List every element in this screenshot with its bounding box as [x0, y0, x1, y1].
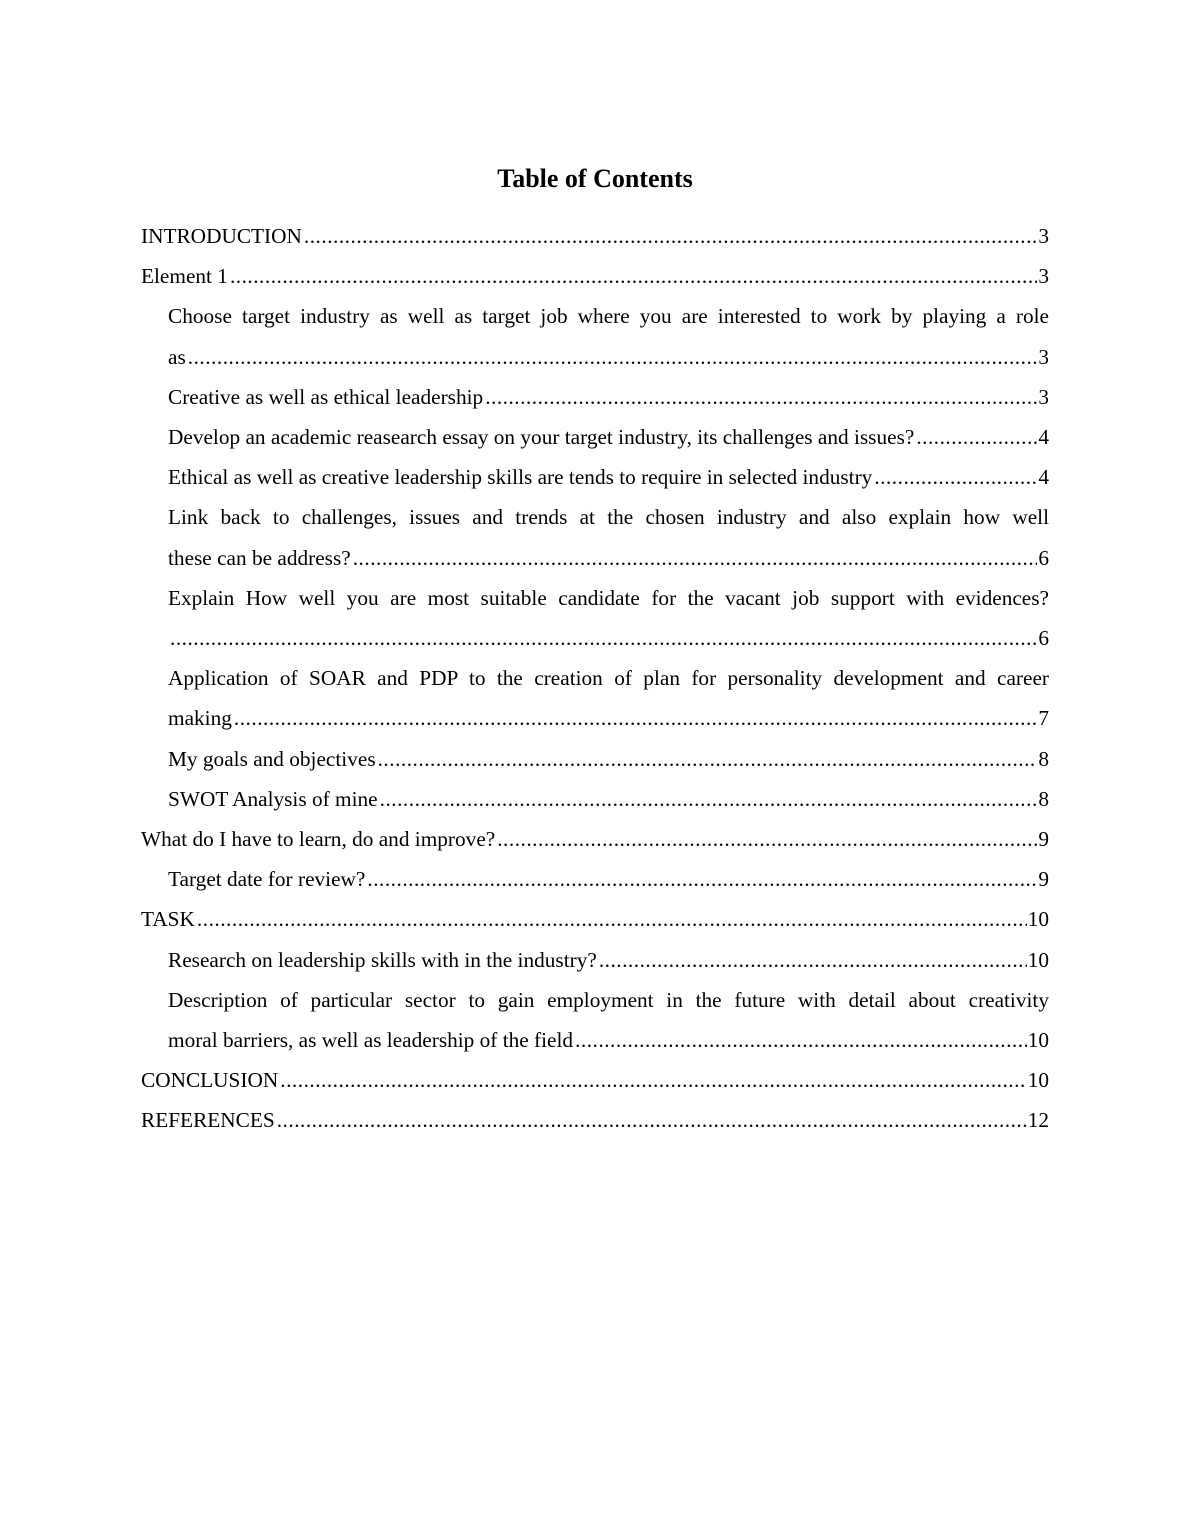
toc-entry-research-leadership-skills[interactable] — [141, 940, 1049, 980]
toc-entry-label: REFERENCES — [141, 1108, 275, 1133]
dot-leader — [188, 337, 1038, 377]
dot-leader — [353, 538, 1038, 578]
toc-page-number: 3 — [1038, 264, 1049, 289]
toc-entry-label: Research on leadership skills with in the industry? — [168, 947, 597, 972]
dot-leader — [485, 377, 1037, 417]
toc-entry-swot-analysis[interactable] — [141, 779, 1049, 819]
dot-leader — [197, 899, 1027, 939]
toc-entry-label: Develop an academic reasearch essay on your target industry, its challenges and issues? — [168, 425, 915, 450]
page-title: Table of Contents — [497, 164, 693, 193]
toc-entry-label: INTRODUCTION — [141, 224, 302, 248]
dot-leader — [367, 859, 1037, 899]
toc-entry-label: My goals and objectives — [168, 746, 376, 771]
toc-entry-label: Target date for review? — [168, 867, 366, 892]
toc-entry-label-line: Choose target industry as well as target job where you are interested to work by playing a role — [168, 304, 1049, 329]
toc-entry-label: as — [168, 344, 186, 369]
toc-entry-label: moral barriers, as well as leadership of the field — [168, 1028, 574, 1053]
toc-page-number: 10 — [1027, 947, 1049, 972]
toc-entry-description-sector[interactable] — [141, 980, 1049, 1060]
toc-page-number: 6 — [1038, 626, 1049, 651]
dot-leader — [916, 417, 1037, 457]
dot-leader — [234, 698, 1037, 738]
toc-entry-label: CONCLUSION — [141, 1068, 279, 1093]
toc-entry-label: SWOT Analysis of mine — [168, 786, 378, 811]
toc-entry-label: TASK — [141, 907, 195, 932]
dot-leader — [874, 457, 1037, 497]
toc-entry-academic-research-essay[interactable] — [141, 417, 1049, 457]
dot-leader — [170, 618, 1037, 658]
toc-page-number: 4 — [1038, 465, 1049, 490]
toc-entry-label: What do I have to learn, do and improve? — [141, 827, 496, 852]
toc-entry-choose-target-industry[interactable] — [141, 296, 1049, 376]
toc-entry-learn-do-improve[interactable] — [141, 819, 1049, 859]
toc-entry-label: Element 1 — [141, 264, 228, 289]
toc-page-number: 9 — [1038, 827, 1049, 852]
toc-entry-link-back-challenges[interactable] — [141, 497, 1049, 577]
toc-page-number: 8 — [1038, 786, 1049, 811]
toc-entry-label: making — [168, 706, 232, 731]
toc-entry-label-line: Link back to challenges, issues and trends at the chosen industry and also explain how well — [168, 505, 1049, 530]
toc-page-number: 10 — [1027, 1068, 1049, 1093]
toc-entry-introduction[interactable] — [141, 216, 1049, 256]
dot-leader — [599, 940, 1027, 980]
toc-page-number: 3 — [1038, 344, 1049, 369]
dot-leader — [304, 216, 1037, 256]
dot-leader — [497, 819, 1037, 859]
toc-page-number: 9 — [1038, 867, 1049, 892]
toc-page-number: 3 — [1038, 384, 1049, 409]
dot-leader — [378, 739, 1038, 779]
toc-page-number: 4 — [1038, 425, 1049, 450]
toc-entry-label: Ethical as well as creative leadership skills are tends to require in selected industry — [168, 465, 873, 490]
toc-entry-soar-pdp[interactable] — [141, 658, 1049, 738]
toc-page-number: 7 — [1038, 706, 1049, 731]
toc-entry-references[interactable] — [141, 1100, 1049, 1140]
toc-entry-label-line: Description of particular sector to gain employment in the future with detail about creativity — [168, 987, 1049, 1012]
toc-entry-ethical-creative-skills[interactable] — [141, 457, 1049, 497]
dot-leader — [280, 1060, 1026, 1100]
toc-page-number: 6 — [1038, 545, 1049, 570]
toc-entry-suitable-candidate[interactable] — [141, 578, 1049, 658]
dot-leader — [380, 779, 1038, 819]
toc-page-number: 3 — [1038, 224, 1049, 248]
toc-entry-target-date-review[interactable] — [141, 859, 1049, 899]
toc-entry-label-line: Explain How well you are most suitable candidate for the vacant job support with evidences? — [168, 585, 1049, 610]
dot-leader — [277, 1100, 1027, 1140]
toc-entry-element-1[interactable] — [141, 256, 1049, 296]
table-of-contents — [141, 216, 1049, 1141]
toc-entry-goals-objectives[interactable] — [141, 739, 1049, 779]
dot-leader — [575, 1020, 1027, 1060]
toc-entry-conclusion[interactable] — [141, 1060, 1049, 1100]
toc-entry-task[interactable] — [141, 899, 1049, 939]
toc-page-number: 10 — [1027, 1028, 1049, 1053]
toc-page-number: 10 — [1027, 907, 1049, 932]
dot-leader — [230, 256, 1037, 296]
toc-entry-label-line: Application of SOAR and PDP to the creation of plan for personality development and career — [168, 666, 1049, 691]
toc-page-number: 12 — [1027, 1108, 1049, 1133]
toc-entry-label: these can be address? — [168, 545, 351, 570]
toc-entry-creative-ethical-leadership[interactable] — [141, 377, 1049, 417]
toc-entry-label: Creative as well as ethical leadership — [168, 384, 484, 409]
toc-page-number: 8 — [1038, 746, 1049, 771]
